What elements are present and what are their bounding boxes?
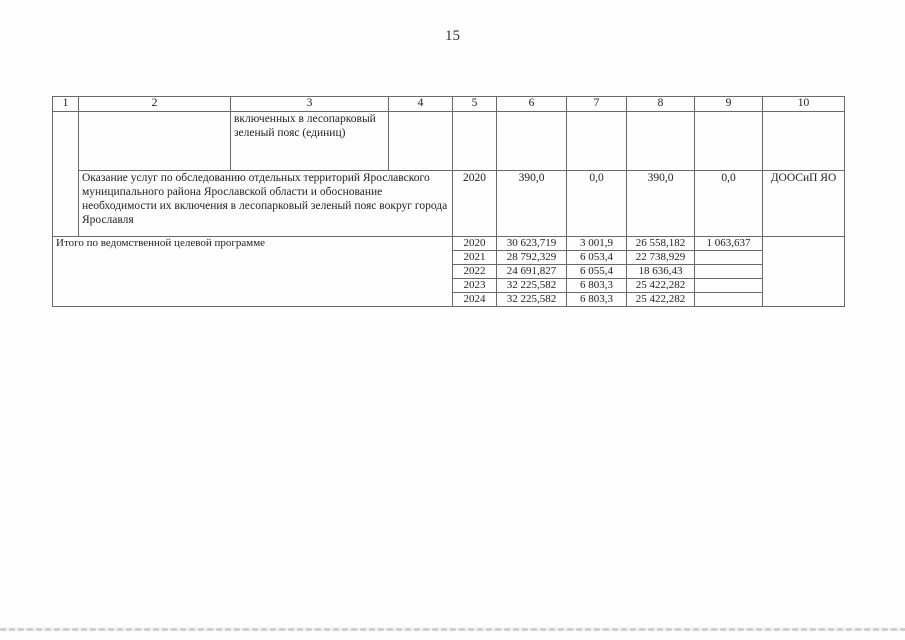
total-col6: 28 792,329 [497,251,567,265]
service-year: 2020 [453,171,497,237]
scan-edge-strip [0,628,905,631]
cell-empty-col1 [53,112,79,237]
total-year: 2023 [453,279,497,293]
continuation-row [53,112,845,171]
total-col8: 25 422,282 [627,293,695,307]
cell-empty-col7 [567,112,627,171]
total-col8: 26 558,182 [627,237,695,251]
column-number-row [53,97,845,112]
total-row [53,237,845,251]
total-year: 2021 [453,251,497,265]
program-table [52,96,845,307]
col-header-7: 7 [567,97,627,112]
total-col9 [695,265,763,279]
total-col7: 3 001,9 [567,237,627,251]
service-responsible: ДООСиП ЯО [763,171,845,237]
service-description: Оказание услуг по обследованию отдельных территорий Ярославского муниципального района Ярославской области и обоснование необходимости их включения в лесопарковый зеленый пояс вокруг города Ярославля [79,171,453,237]
total-col9 [695,293,763,307]
total-col7: 6 053,4 [567,251,627,265]
total-year: 2022 [453,265,497,279]
col-header-6: 6 [497,97,567,112]
continuation-text: включенных в лесопарковый зеленый пояс (единиц) [231,112,389,171]
service-col7: 0,0 [567,171,627,237]
total-col7: 6 803,3 [567,279,627,293]
cell-empty-col2 [79,112,231,171]
cell-empty-col6 [497,112,567,171]
cell-empty-col8 [627,112,695,171]
total-col6: 32 225,582 [497,293,567,307]
total-col8: 25 422,282 [627,279,695,293]
total-col9 [695,279,763,293]
service-row [53,171,845,237]
total-col8: 22 738,929 [627,251,695,265]
col-header-3: 3 [231,97,389,112]
col-header-10: 10 [763,97,845,112]
total-year: 2020 [453,237,497,251]
page-number: 15 [445,28,460,44]
total-col6: 24 691,827 [497,265,567,279]
total-label: Итого по ведомственной целевой программе [53,237,453,307]
total-col9 [695,251,763,265]
cell-empty-col10 [763,112,845,171]
col-header-8: 8 [627,97,695,112]
total-col6: 32 225,582 [497,279,567,293]
col-header-1: 1 [53,97,79,112]
col-header-9: 9 [695,97,763,112]
total-col6: 30 623,719 [497,237,567,251]
col-header-4: 4 [389,97,453,112]
col-header-2: 2 [79,97,231,112]
service-col8: 390,0 [627,171,695,237]
cell-empty-col9 [695,112,763,171]
total-col7: 6 055,4 [567,265,627,279]
total-year: 2024 [453,293,497,307]
total-col9: 1 063,637 [695,237,763,251]
service-col9: 0,0 [695,171,763,237]
total-col8: 18 636,43 [627,265,695,279]
total-col10-empty [763,237,845,307]
total-col7: 6 803,3 [567,293,627,307]
service-col6: 390,0 [497,171,567,237]
cell-empty-col4 [389,112,453,171]
col-header-5: 5 [453,97,497,112]
cell-empty-col5 [453,112,497,171]
